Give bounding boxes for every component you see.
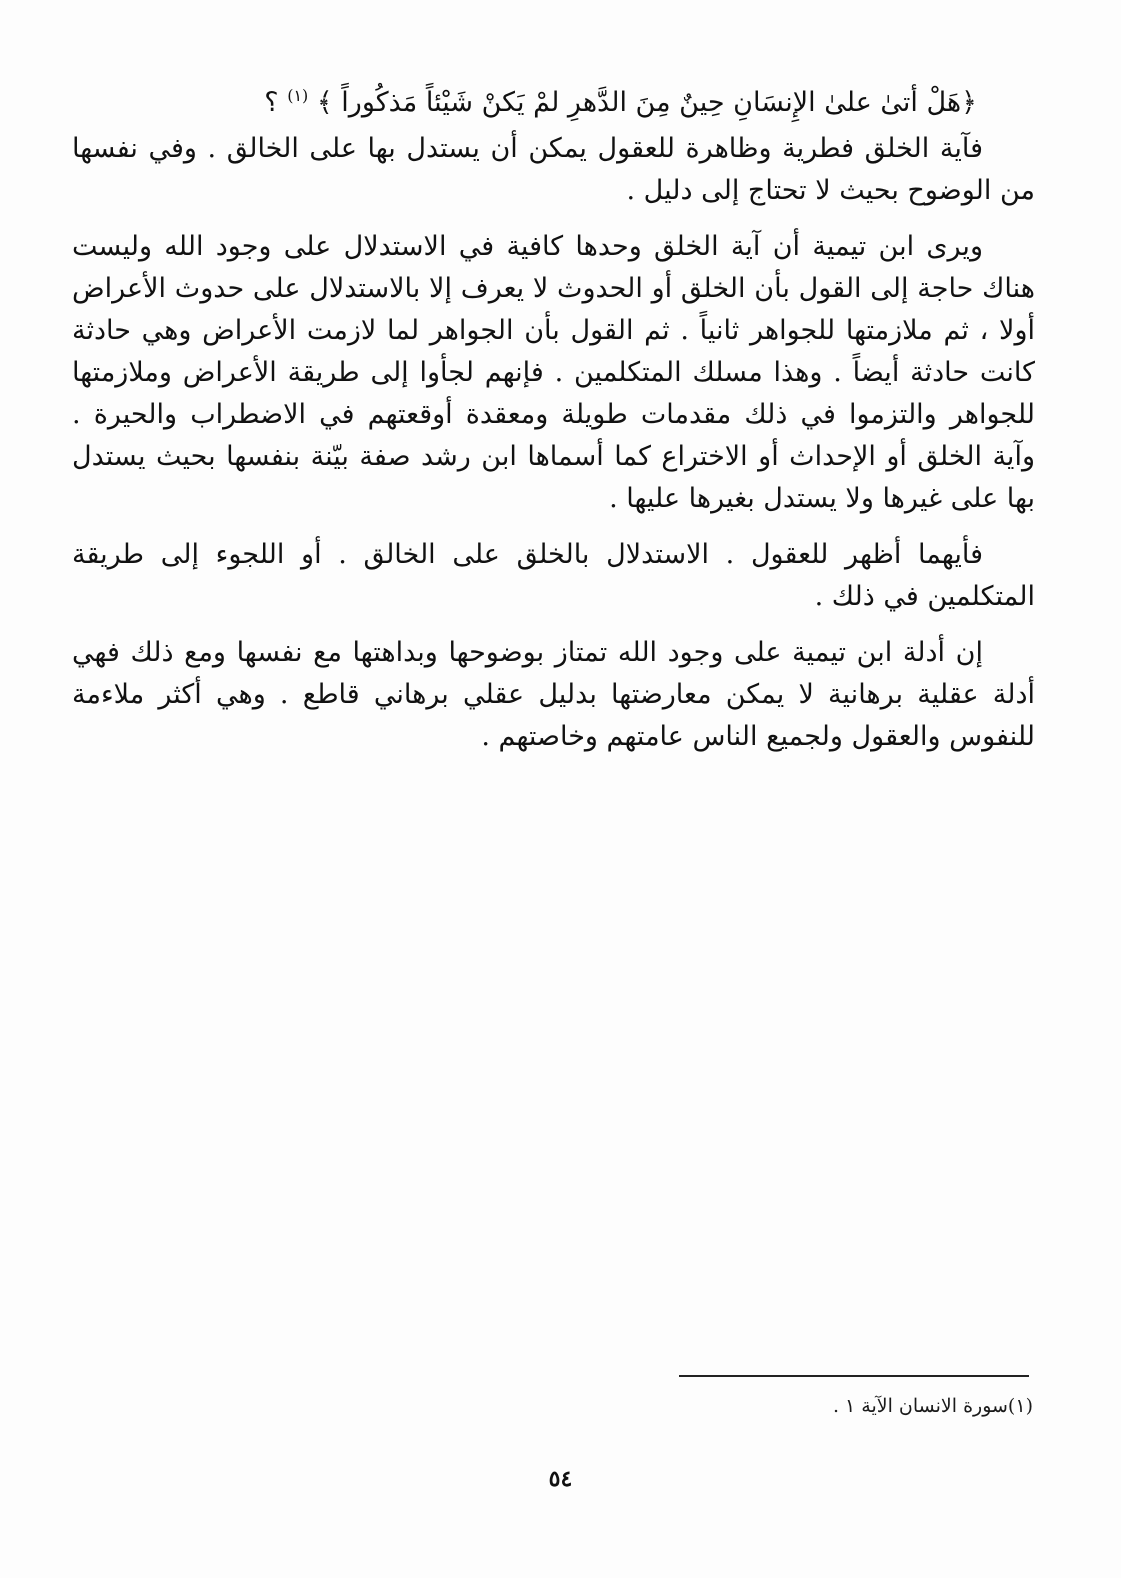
verse-question-mark: ؟ xyxy=(264,87,279,118)
footnote-marker[interactable]: (١) xyxy=(287,86,309,105)
paragraph-1: فآية الخلق فطرية وظاهرة للعقول يمكن أن يستدل بها على الخالق . وفي نفسها من الوضوح بحيث لا تحتاج إلى دليل . xyxy=(72,133,1035,206)
quran-verse xyxy=(72,82,1035,124)
verse-text: ﴿هَلْ أتىٰ علىٰ الإِنسَانِ حِينٌ مِنَ الدَّهرِ لمْ يَكنْ شَيْئاً مَذكُوراً ﴾ xyxy=(316,87,977,118)
footnote-separator xyxy=(679,1375,1029,1377)
main-text xyxy=(72,82,1035,772)
footnote: (١)سورة الانسان الآية ١ . xyxy=(832,1395,1033,1417)
paragraph-4: إن أدلة ابن تيمية على وجود الله تمتاز بوضوحها وبداهتها مع نفسها ومع ذلك فهي أدلة عقلية برهانية لا يمكن معارضتها بدليل عقلي برهاني قاطع . وهي أكثر ملاءمة للنفوس والعقول ولجميع الناس عامتهم وخاصتهم . xyxy=(72,637,1035,752)
page-number: ٥٤ xyxy=(548,1466,573,1492)
paragraph-3: فأيهما أظهر للعقول . الاستدلال بالخلق على الخالق . أو اللجوء إلى طريقة المتكلمين في ذلك . xyxy=(72,539,1035,612)
paragraph-2: ويرى ابن تيمية أن آية الخلق وحدها كافية في الاستدلال على وجود الله وليست هناك حاجة إلى القول بأن الخلق أو الحدوث لا يعرف إلا بالاستدلال على حدوث الأعراض أولا ، ثم ملازمتها للجواهر ثانياً . ثم القول بأن الجواهر لما لازمت الأعراض وهي حادثة كانت حادثة أيضاً . وهذا مسلك المتكلمين . فإنهم لجأوا إلى طريقة الأعراض وملازمتها للجواهر والتزموا في ذلك مقدمات طويلة ومعقدة أوقعتهم في الاضطراب والحيرة . وآية الخلق أو الإحداث أو الاختراع كما أسماها ابن رشد صفة بيّنة بنفسها بحيث يستدل بها على غيرها ولا يستدل بغيرها عليها . xyxy=(72,231,1035,514)
